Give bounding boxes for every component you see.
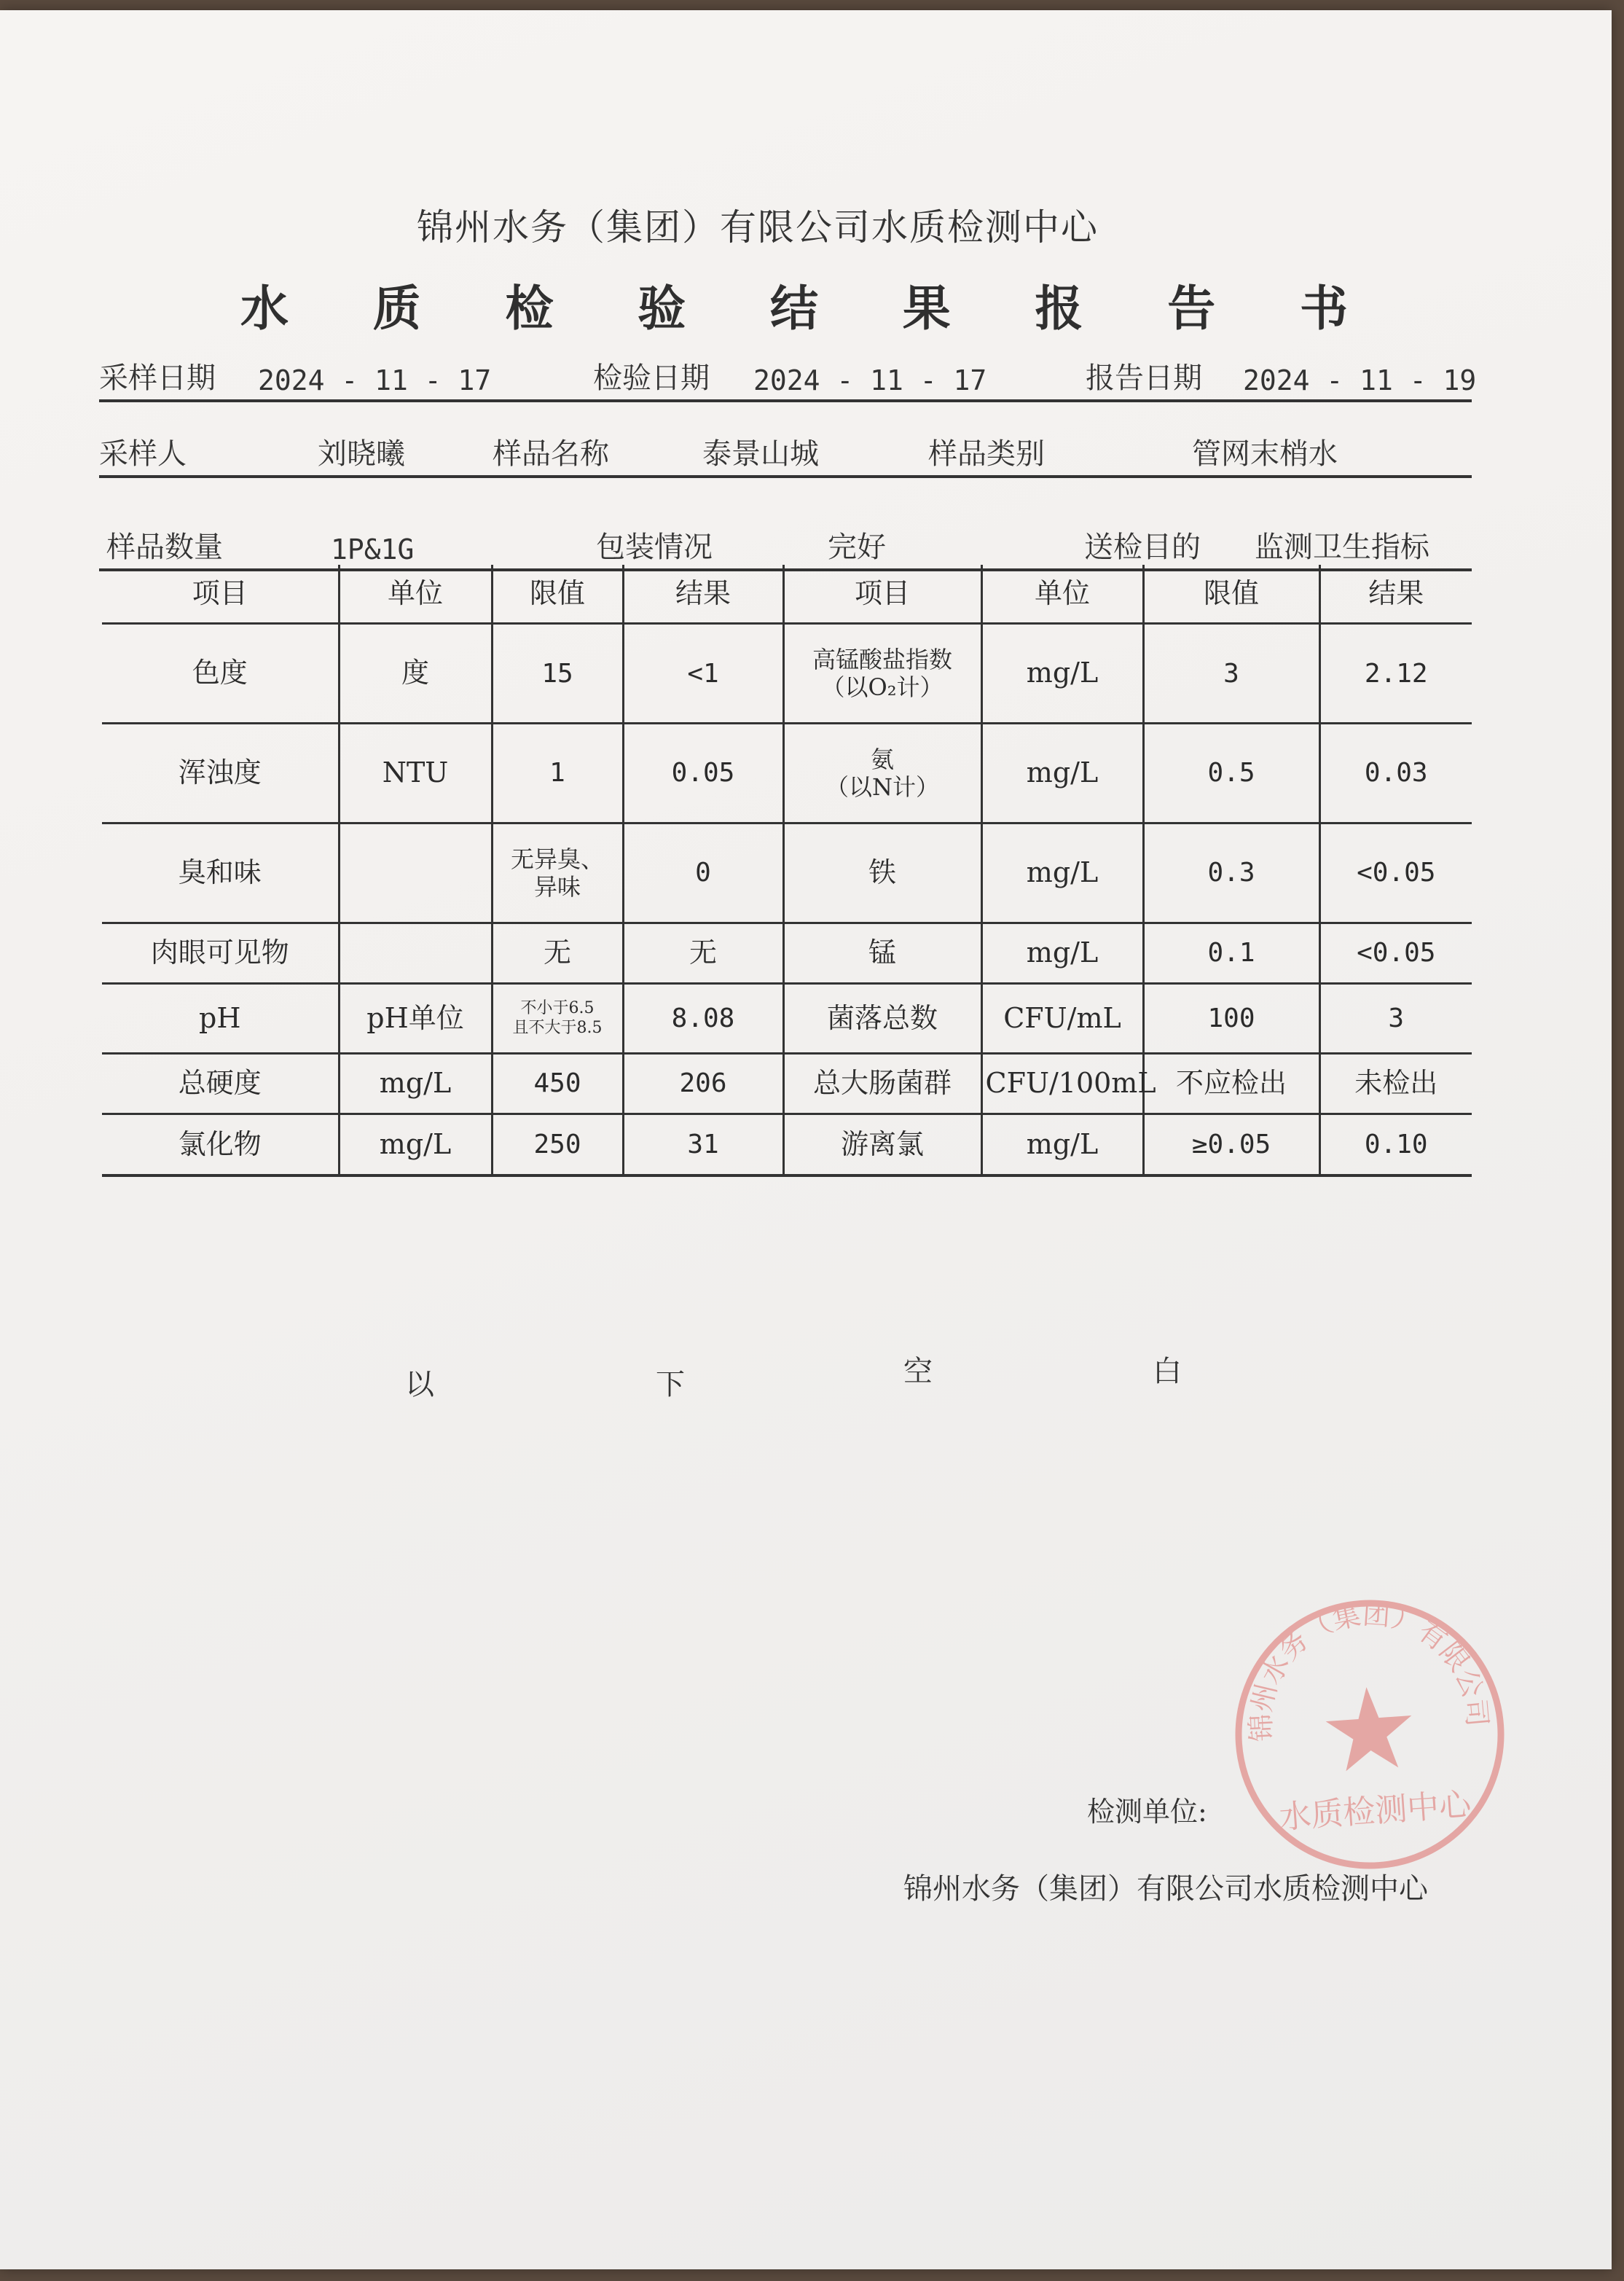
blank-note-char: 以 <box>405 1368 434 1401</box>
report-title-char: 验 <box>638 280 686 337</box>
header-limit: 限值 <box>1143 565 1319 624</box>
blank-note-char: 下 <box>656 1368 685 1401</box>
packaging: 完好 <box>828 531 886 564</box>
table-row <box>102 724 1472 823</box>
cell-item: 臭和味 <box>102 823 339 923</box>
cell-limit: 100 <box>1143 984 1319 1054</box>
header-unit: 单位 <box>339 565 492 624</box>
cell-item: 游离氯 <box>783 1114 981 1175</box>
table-header-row <box>102 565 1472 624</box>
purpose: 监测卫生指标 <box>1255 531 1429 564</box>
organization-title: 锦州水务（集团）有限公司水质检测中心 <box>417 206 1099 249</box>
blank-note-char: 白 <box>1153 1355 1182 1388</box>
cell-unit: mg/L <box>981 624 1143 724</box>
cell-limit: 1 <box>492 724 623 823</box>
cell-limit: 450 <box>492 1053 623 1114</box>
cell-limit: 无 <box>492 923 623 983</box>
cell-unit: mg/L <box>981 923 1143 983</box>
table-row <box>102 624 1472 724</box>
sample-type: 管网末梢水 <box>1192 437 1338 471</box>
cell-unit: NTU <box>339 724 492 823</box>
cell-unit: mg/L <box>981 724 1143 823</box>
sample-name: 泰景山城 <box>702 437 819 471</box>
cell-limit: 3 <box>1143 624 1319 724</box>
report-title-char: 果 <box>902 280 951 337</box>
inspection-date: 2024 - 11 - 17 <box>753 364 987 396</box>
cell-result: 206 <box>623 1053 783 1114</box>
sample-qty: 1P&1G <box>331 533 415 566</box>
cell-result: 0.05 <box>623 724 783 823</box>
cell-result: 0.10 <box>1319 1114 1472 1175</box>
cell-line: 无异臭、 <box>510 845 604 873</box>
sample-qty-label: 样品数量 <box>106 531 223 564</box>
inspection-date-label: 检验日期 <box>593 361 710 395</box>
cell-unit: mg/L <box>981 823 1143 923</box>
table-row <box>102 984 1472 1054</box>
report-title-char: 质 <box>372 280 421 337</box>
cell-limit: 15 <box>492 624 623 724</box>
official-seal <box>1215 1579 1526 1890</box>
seal-bottom-text: 水质检测中心 <box>1277 1785 1472 1836</box>
cell-result: 0.03 <box>1319 724 1472 823</box>
testing-unit-name: 锦州水务（集团）有限公司水质检测中心 <box>903 1872 1428 1906</box>
report-title <box>240 270 1348 339</box>
cell-item: 浑浊度 <box>102 724 339 823</box>
cell-item: 铁 <box>783 823 981 923</box>
cell-item: 肉眼可见物 <box>102 923 339 983</box>
report-date: 2024 - 11 - 19 <box>1243 364 1477 396</box>
purpose-label: 送检目的 <box>1084 531 1201 564</box>
cell-item <box>783 624 981 724</box>
cell-limit: 不应检出 <box>1143 1053 1319 1114</box>
cell-result: <1 <box>623 624 783 724</box>
cell-item: 总大肠菌群 <box>783 1053 981 1114</box>
cell-limit: 0.5 <box>1143 724 1319 823</box>
header-item: 项目 <box>102 565 339 624</box>
cell-line: 不小于6.5 <box>520 999 595 1018</box>
cell-line: （以N计） <box>825 773 939 802</box>
seal-star-icon <box>1324 1684 1416 1772</box>
packaging-label: 包装情况 <box>596 531 713 564</box>
cell-unit: mg/L <box>981 1114 1143 1175</box>
sampler-label: 采样人 <box>99 437 187 471</box>
header-result: 结果 <box>1319 565 1472 624</box>
cell-limit <box>492 823 623 923</box>
report-title-char: 书 <box>1300 280 1348 337</box>
sampling-date-label: 采样日期 <box>99 361 216 395</box>
cell-result: 未检出 <box>1319 1053 1472 1114</box>
cell-result: <0.05 <box>1319 923 1472 983</box>
cell-unit <box>339 923 492 983</box>
report-title-char: 结 <box>770 280 818 337</box>
cell-unit: CFU/100mL <box>981 1053 1143 1114</box>
header-limit: 限值 <box>492 565 623 624</box>
blank-note-char: 空 <box>903 1355 933 1388</box>
table-row <box>102 923 1472 983</box>
cell-item: 总硬度 <box>102 1053 339 1114</box>
results-table <box>102 565 1472 1177</box>
cell-result: <0.05 <box>1319 823 1472 923</box>
cell-unit <box>339 823 492 923</box>
header-item: 项目 <box>783 565 981 624</box>
sample-name-label: 样品名称 <box>493 437 609 471</box>
testing-unit-label: 检测单位: <box>1087 1796 1207 1828</box>
cell-limit: 250 <box>492 1114 623 1175</box>
cell-unit: CFU/mL <box>981 984 1143 1054</box>
cell-item: 锰 <box>783 923 981 983</box>
cell-line: 且不大于8.5 <box>512 1018 603 1037</box>
sample-type-label: 样品类别 <box>928 437 1045 471</box>
cell-item: 色度 <box>102 624 339 724</box>
table-row <box>102 823 1472 923</box>
cell-limit: ≥0.05 <box>1143 1114 1319 1175</box>
cell-item: 菌落总数 <box>783 984 981 1054</box>
cell-line: 异味 <box>533 872 581 901</box>
report-title-char: 检 <box>505 280 554 337</box>
cell-item: 氯化物 <box>102 1114 339 1175</box>
package-row <box>99 510 1472 571</box>
cell-line: 高锰酸盐指数 <box>812 645 952 673</box>
cell-result: 8.08 <box>623 984 783 1054</box>
seal-top-text: 锦州水务（集团）有限公司 <box>1244 1597 1494 1742</box>
sampler: 刘晓曦 <box>318 437 405 471</box>
report-title-char: 告 <box>1167 280 1216 337</box>
cell-unit: pH单位 <box>339 984 492 1054</box>
cell-item: pH <box>102 984 339 1054</box>
sampling-date: 2024 - 11 - 17 <box>258 364 492 396</box>
cell-limit <box>492 984 623 1054</box>
cell-limit: 0.1 <box>1143 923 1319 983</box>
report-title-char: 报 <box>1035 280 1083 337</box>
table-row <box>102 1114 1472 1175</box>
blank-below-note <box>0 1348 1624 1401</box>
table-row <box>102 1053 1472 1114</box>
cell-unit: 度 <box>339 624 492 724</box>
header-unit: 单位 <box>981 565 1143 624</box>
report-date-label: 报告日期 <box>1086 361 1202 395</box>
cell-unit: mg/L <box>339 1114 492 1175</box>
cell-line: （以O₂计） <box>821 673 944 702</box>
cell-unit: mg/L <box>339 1053 492 1114</box>
dates-row <box>99 341 1477 402</box>
cell-item <box>783 724 981 823</box>
report-title-char: 水 <box>240 280 289 337</box>
cell-line: 氨 <box>870 745 894 773</box>
cell-result: 31 <box>623 1114 783 1175</box>
cell-result: 3 <box>1319 984 1472 1054</box>
header-result: 结果 <box>623 565 783 624</box>
cell-result: 0 <box>623 823 783 923</box>
cell-result: 无 <box>623 923 783 983</box>
cell-result: 2.12 <box>1319 624 1472 724</box>
sample-row <box>99 417 1472 478</box>
cell-limit: 0.3 <box>1143 823 1319 923</box>
